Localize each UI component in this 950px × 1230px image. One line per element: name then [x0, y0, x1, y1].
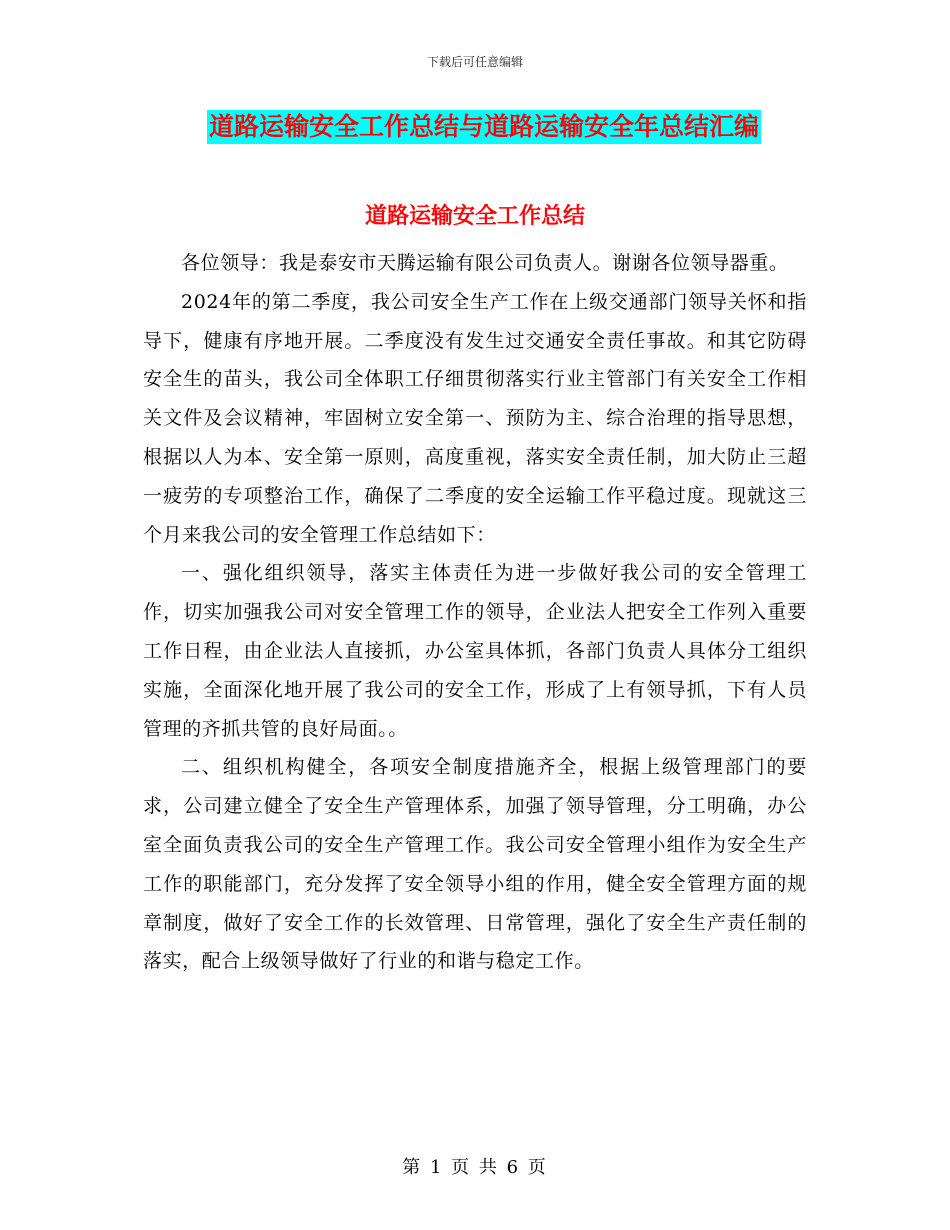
document-title: 道路运输安全工作总结与道路运输安全年总结汇编 — [207, 110, 761, 144]
page-footer: 第 1 页 共 6 页 — [402, 1157, 548, 1178]
paragraph-point-one: 一、强化组织领导，落实主体责任为进一步做好我公司的安全管理工作，切实加强我公司对安全管理工作的领导，企业法人把安全工作列入重要工作日程，由企业法人直接抓，办公室具体抓，各部门负责人具体分工组织实施，全面深化地开展了我公司的安全工作，形成了上有领导抓，下有人员管理的齐抓共管的良好局面。。 — [143, 562, 807, 740]
header-note: 下载后可任意编辑 — [426, 55, 523, 69]
document-body — [143, 244, 807, 981]
paragraph-point-two: 二、组织机构健全，各项安全制度措施齐全，根据上级管理部门的要求，公司建立健全了安全生产管理体系，加强了领导管理，分工明确，办公室全面负责我公司的安全生产管理工作。我公司安全管理小组作为安全生产工作的职能部门，充分发挥了安全领导小组的作用，健全安全管理方面的规章制度，做好了安全工作的长效管理、日常管理，强化了安全生产责任制的落实，配合上级领导做好了行业的和谐与稳定工作。 — [143, 756, 807, 973]
paragraph-greeting: 各位领导：我是泰安市天腾运输有限公司负责人。谢谢各位领导器重。 — [181, 252, 789, 274]
section-title: 道路运输安全工作总结 — [364, 204, 585, 229]
paragraph-overview: 2024年的第二季度，我公司安全生产工作在上级交通部门领导关怀和指导下，健康有序地开展。二季度没有发生过交通安全责任事故。和其它防碍安全生的苗头，我公司全体职工仔细贯彻落实行业主管部门有关安全工作相关文件及会议精神，牢固树立安全第一、预防为主、综合治理的指导思想，根据以人为本、安全第一原则，高度重视，落实安全责任制，加大防止三超一疲劳的专项整治工作，确保了二季度的安全运输工作平稳过度。现就这三个月来我公司的安全管理工作总结如下： — [143, 290, 807, 546]
